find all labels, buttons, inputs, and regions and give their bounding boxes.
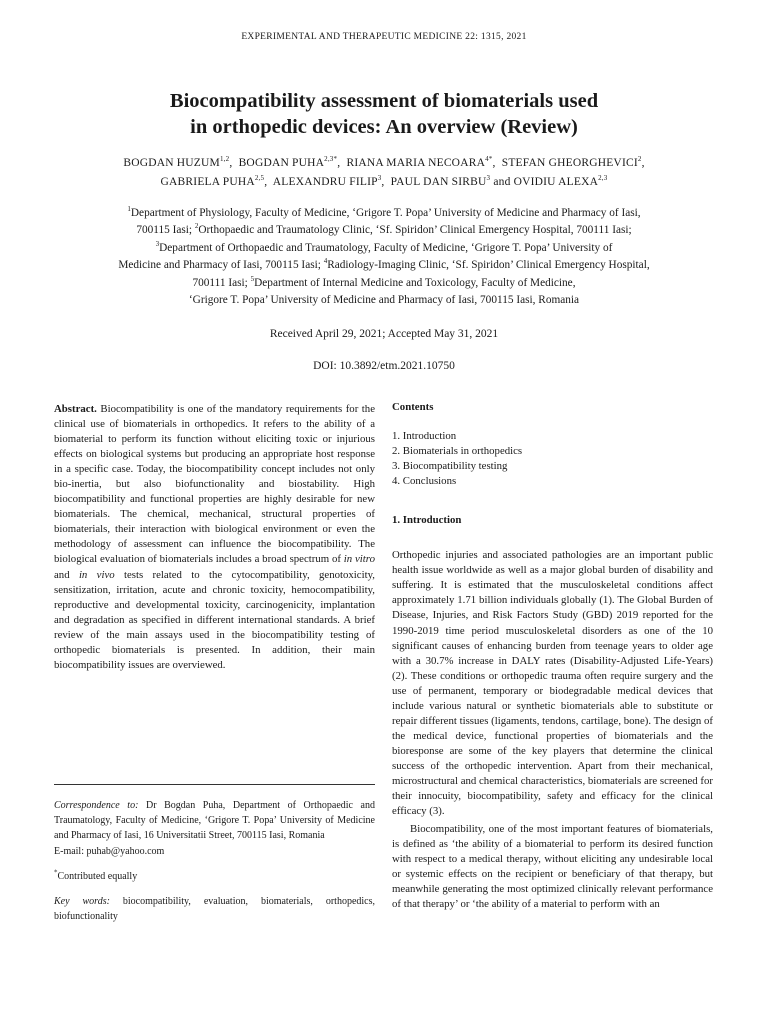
affiliation-line: 700115 Iasi; $^2$Orthopaedic and Traumatology Clinic, ‘Sf. Spiridon’ Clinical Emergency Hospital, 700111 Iasi; [136, 222, 632, 237]
title-line-2: in orthopedic devices: An overview (Review) [190, 116, 578, 138]
body-paragraph: Biocompatibility, one of the most important features of biomaterials, is defined as ‘the ability of a biomaterial to perform its desired function with respect to a medical therapy, without eliciting any undesirable local or systemic effects on the recipient or beneficiary of that therapy, but meanwhile generating the most optimized clinically relevant performance of that therapy’ or ‘the ability of a material to perform with an [392, 823, 713, 911]
affiliation-line: ‘Grigore T. Popa’ University of Medicine and Pharmacy of Iasi, 700115 Iasi, Romania [188, 294, 580, 307]
email[interactable]: E-mail: puhab@yahoo.com [54, 845, 165, 857]
correspondence: Correspondence to: Dr Bogdan Puha, Department of Orthopaedic and Traumatology, Faculty of Medicine, ‘Grigore T. Popa’ University of Medicine and Pharmacy of Iasi, 16 Universitatii Street, 700115 Iasi, Romania [54, 800, 375, 842]
affiliations [60, 205, 708, 309]
affiliation-line: $^1$Department of Physiology, Faculty of Medicine, ‘Grigore T. Popa’ University of Medicine and Pharmacy of Iasi, [127, 205, 641, 219]
contents-list [392, 429, 713, 489]
toc-item[interactable]: 3. Biocompatibility testing [392, 460, 508, 473]
abstract: Abstract. Biocompatibility is one of the mandatory requirements for the clinical use of biomaterials in orthopedics. It refers to the ability of a biomaterial to perform its function without eliciting toxic or injurious effects on biological systems but producing an appropriate host response in a specific case. Today, the biocompatibility concept includes not only bio-inertia, but also biofunctionality and biostability. High biocompatibility and functional properties are highly desirable for new biomaterials. The chemical, mechanical, structural properties of biomaterials, their interaction with biological environment or even the methodology of assessment can influence the biocompatibility. The biological evaluation of biomaterials includes a broad spectrum of in vitro and in vivo tests related to the cytocompatibility, genotoxicity, sensitization, irritation, acute and chronic toxicity, hemocompatibility, reproductive and developmental toxicity, carcinogenicity, implantation and degradation as specified in different international standards. A brief review of the main assays used in the biocompatibility testing of orthopedic biomaterials is presented. In addition, their main biocompatibility issues are overviewed. [54, 403, 376, 671]
received-dates: Received April 29, 2021; Accepted May 31, 2021 [269, 328, 499, 340]
toc-item[interactable]: 1. Introduction [392, 430, 457, 443]
affiliation-line: $^3$Department of Orthopaedic and Traumatology, Faculty of Medicine, ‘Grigore T. Popa’ University of [155, 240, 613, 254]
affiliation-line: Medicine and Pharmacy of Iasi, 700115 Iasi; $^4$Radiology-Imaging Clinic, ‘Sf. Spiridon’ Clinical Emergency Hospital, [118, 257, 650, 272]
author: ALEXANDRU FILIP$^3$ [272, 174, 382, 188]
section-heading: 1. Introduction [392, 514, 462, 527]
contents-heading: Contents [392, 401, 434, 413]
abstract-text: Biocompatibility is one of the mandatory requirements for the clinical use of biomaterials in orthopedics. It refers to the ability of a biomaterial to perform its function without eliciting toxic or injurious effects on biological systems but producing an appropriate host response in a specific case. Today, the biocompatibility concept includes not only bio-inertia, but also biofunctionality and biostability. High biocompatibility and functional properties are highly desirable for new biomaterials. The chemical, mechanical, structural properties of biomaterials, their interaction with biological environment or even the methodology of assessment can influence the biocompatibility. The biological evaluation of biomaterials includes a broad spectrum of [54, 403, 375, 566]
footnotes [54, 798, 375, 924]
footnote-divider [54, 784, 375, 785]
author-conjunction: and [493, 176, 511, 188]
abstract-label: Abstract. [54, 403, 97, 415]
author: OVIDIU ALEXA$^{2,3}$ [513, 174, 608, 188]
affiliation-line: 700111 Iasi; $^5$Department of Internal Medicine and Toxicology, Faculty of Medicine, [192, 274, 576, 289]
toc-item[interactable]: 2. Biomaterials in orthopedics [392, 445, 523, 458]
author: BOGDAN $PUHA^{2,3*}$ [238, 155, 338, 169]
doi[interactable]: DOI: 10.3892/etm.2021.10750 [313, 360, 455, 372]
author-list: BOGDAN HUZUM$^{1,2}$, BOGDAN $PUHA^{2,3*}$, RIANA MARIA $NECOARA^{4*}$, STEFAN GHEORGHEVICI$^2$, GABRIELA PUHA$^{2,5}$, ALEXANDRU FILIP$^3$, PAUL DAN SIRBU$^3$ and OVIDIU ALEXA$^{2,3}$ [123, 155, 645, 188]
keywords: Key words: biocompatibility, evaluation, biomaterials, orthopedics, biofunctionality [54, 896, 375, 923]
contributed-note: *Contributed equally [54, 868, 138, 882]
author: PAUL DAN SIRBU$^3$ [390, 174, 491, 188]
body-paragraph: Orthopedic injuries and associated pathologies are an important public health issue worldwide as well as a major global burden of disability and suffering. It is estimated that the musculoskeletal conditions affect approximately 1.71 billion individuals globally (1). The Global Burden of Disease, Injuries, and Risk Factors Study (GBD) 2019 reported for the 1990-2019 time period musculoskeletal disorders as one of the 10 significant causes of enhancing burden from teenage years to older age with a 30.7% increase in DALY rates (Disability-Adjusted Life-Years) (2). These conditions or orthopedic trauma often require surgery and the use of permanent, temporary or biodegradable medical devices that include various natural or synthetic biomaterials able to substitute or repair different tissues (ligaments, tendons, cartilage, bone). The design of the medical device, functional properties of biomaterials and the bioresponse are some of the key players that determine the clinical success of the orthopedic intervention. Apart from their mechanical, microstructural and chemical characteristics, biomaterials are screened for their innocuity, biocompatibility, safety and efficacy for the clinical efficacy (3). [392, 549, 713, 818]
title-line-1: Biocompatibility assessment of biomaterials used [169, 90, 599, 112]
author: RIANA MARIA $NECOARA^{4*}$ [346, 155, 493, 169]
author: BOGDAN HUZUM$^{1,2}$ [123, 155, 230, 169]
toc-item[interactable]: 4. Conclusions [392, 475, 457, 488]
author: GABRIELA PUHA$^{2,5}$ [160, 174, 265, 188]
author: STEFAN GHEORGHEVICI$^2$ [501, 155, 642, 169]
right-column [392, 400, 713, 912]
article-title [60, 88, 708, 140]
journal-header: EXPERIMENTAL AND THERAPEUTIC MEDICINE 22: 1315, 2021 [241, 32, 527, 42]
